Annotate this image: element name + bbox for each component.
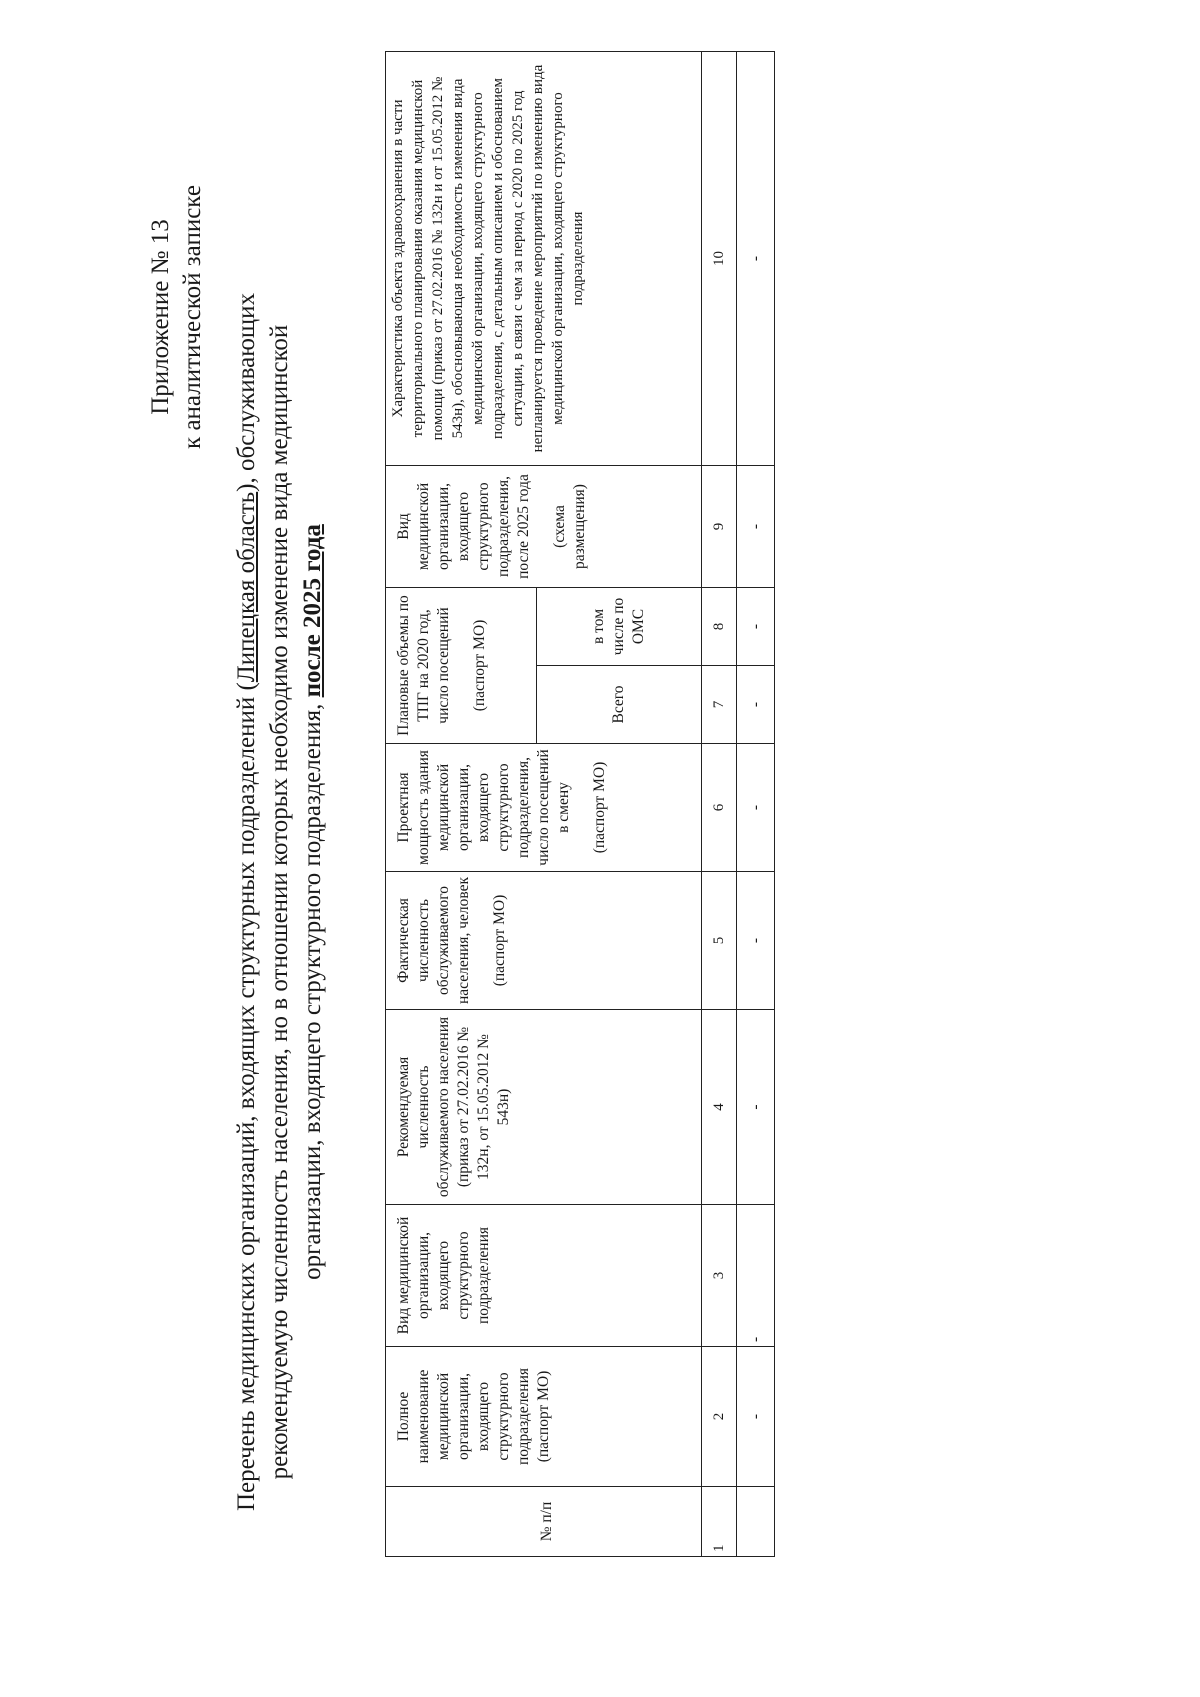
header-planned-volumes-text: Плановые объемы по ТПГ на 2020 год, число посещений [395, 595, 452, 736]
header-number: № п/п [386, 1487, 702, 1557]
table-cell: - [737, 52, 775, 466]
column-number: 10 [702, 52, 737, 466]
header-design-capacity-source: (паспорт МО) [591, 761, 608, 854]
title-part1: Перечень медицинских организаций, входящих структурных подразделений ( [233, 682, 260, 1512]
appendix-number: Приложение № 13 [147, 219, 174, 415]
table-cell [737, 1487, 775, 1557]
table-row [737, 52, 775, 1557]
header-org-type: Вид медицинской организации, входящего структурного подразделения [386, 1205, 702, 1347]
column-number: 9 [702, 466, 737, 588]
column-number: 3 [702, 1205, 737, 1347]
header-actual-population [386, 872, 702, 1010]
document-title [230, 287, 329, 1517]
column-number: 8 [702, 588, 737, 666]
header-type-after-2025 [386, 466, 702, 588]
header-actual-population-text: Фактическая численность обслуживаемого населения, человек [395, 877, 472, 1005]
table-cell: - [737, 1010, 775, 1205]
header-characteristic: Характеристика объекта здравоохранения в части территориального планирования оказания медицинской помощи (приказ от 27.02.2016 № 132н и от 15.05.2012 № 543н), обосновывающая необходимость изменения вида медицинской организации, входящего структурного подразделения, с детальным описанием и обоснованием ситуации, в связи с чем за период с 2020 по 2025 год непланируется проведение мероприятий по изменению вида медицинской организации, входящего структурного подразделения [386, 52, 702, 466]
header-total: Всего [537, 666, 702, 744]
table-cell: - [737, 744, 775, 872]
table-cell: - [737, 872, 775, 1010]
column-number-row [702, 52, 737, 1557]
column-number: 4 [702, 1010, 737, 1205]
title-part2: ), обслуживающих рекомендуемую численность населения, но в отношении которых необходимо изменение вида медицинской организации, входящего структурного подразделения, [233, 292, 326, 1480]
title-bold-period: после 2025 года [299, 524, 326, 698]
header-design-capacity-text: Проектная мощность здания медицинской организации, входящего структурного подразделения, число посещений в смену [395, 749, 572, 866]
column-number: 6 [702, 744, 737, 872]
table-cell: - [737, 1205, 775, 1347]
header-oms: в том числе по ОМС [537, 588, 702, 666]
header-type-after-2025-source: (схема размещения) [551, 484, 588, 569]
header-planned-volumes [386, 588, 537, 744]
appendix-reference: к аналитической записке [179, 185, 206, 449]
header-planned-volumes-source: (паспорт МО) [471, 619, 488, 712]
table-cell: - [737, 666, 775, 744]
column-number: 7 [702, 666, 737, 744]
column-number: 1 [702, 1487, 737, 1557]
column-number: 5 [702, 872, 737, 1010]
header-type-after-2025-text: Вид медицинской организации, входящего структурного подразделения, после 2025 года [395, 474, 532, 579]
header-design-capacity [386, 744, 702, 872]
table-cell: - [737, 588, 775, 666]
appendix-header [145, 137, 209, 497]
table-cell: - [737, 1347, 775, 1487]
header-actual-population-source: (паспорт МО) [491, 894, 508, 987]
header-row [386, 52, 537, 1557]
column-number: 2 [702, 1347, 737, 1487]
header-recommended-population: Рекомендуемая численность обслуживаемого населения (приказ от 27.02.2016 № 132н, от 15.05.2012 № 543н) [386, 1010, 702, 1205]
organizations-table [385, 51, 775, 1557]
header-full-name: Полное наименование медицинской организации, входящего структурного подразделения (паспорт МО) [386, 1347, 702, 1487]
title-region: Липецкая область [233, 491, 260, 683]
table-cell: - [737, 466, 775, 588]
